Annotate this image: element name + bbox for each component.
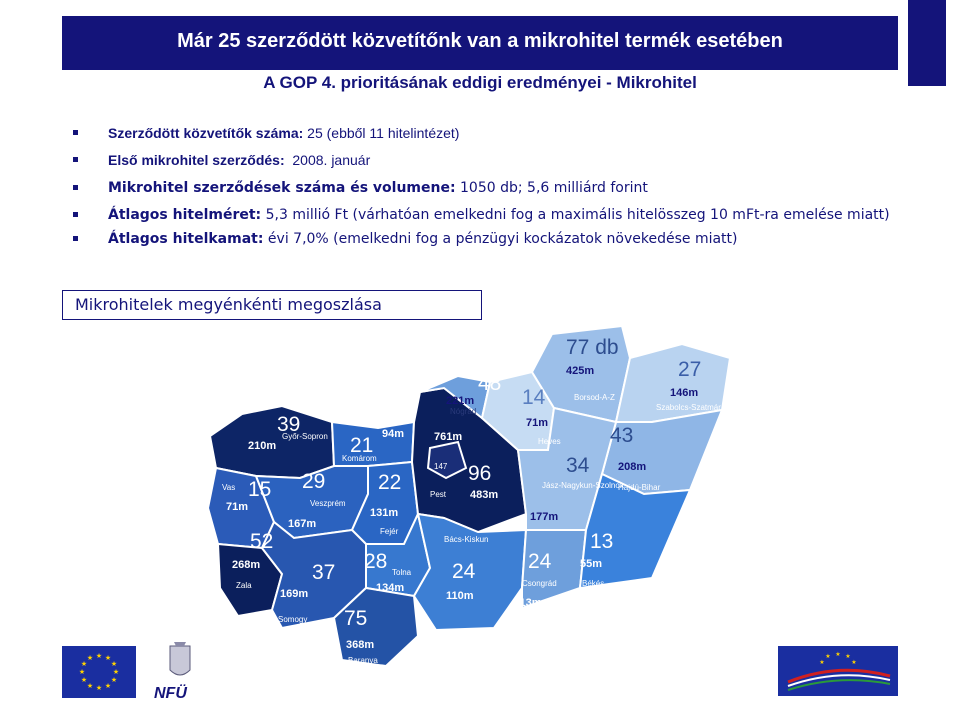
svg-text:★: ★: [110, 676, 118, 684]
county-amount: 71m: [526, 417, 549, 429]
bullet-item: [70, 230, 930, 249]
svg-text:★: ★: [95, 684, 103, 692]
county-amount: 113m: [514, 597, 542, 609]
county-name: Csongrád: [522, 579, 557, 588]
county-name: Somogy: [278, 615, 308, 624]
county-count: 29: [302, 470, 326, 493]
county-amount: 208m: [618, 461, 647, 473]
page-subtitle: A GOP 4. prioritásának eddigi eredményei - Mikrohitel: [263, 73, 697, 92]
bullet-text: évi 7,0% (emelkedni fog a pénzügyi kockázatok növekedése miatt): [263, 231, 738, 247]
bullet-text: 2008. január: [284, 152, 371, 168]
hungary-county-map: [182, 318, 756, 675]
nfu-logo-icon: [150, 640, 210, 706]
county-amount: 146m: [670, 387, 699, 399]
svg-text:★: ★: [80, 676, 88, 684]
county-count: 15: [248, 478, 272, 501]
county-count: 13: [590, 530, 614, 553]
county-amount: 71m: [226, 501, 249, 513]
county-amount: 167m: [288, 518, 317, 530]
county-count: 27: [678, 358, 702, 381]
county-count: 48: [478, 372, 502, 395]
svg-text:★: ★: [95, 652, 103, 660]
eu-flag-icon: [62, 646, 136, 698]
svg-text:★: ★: [78, 668, 86, 676]
bullet-label: Szerződött közvetítők száma:: [108, 125, 304, 141]
county-count: 24: [528, 550, 552, 573]
bullet-text: 1050 db; 5,6 milliárd forint: [455, 180, 648, 196]
county-name: Nógrád: [450, 407, 477, 416]
county-amount: 268m: [232, 559, 261, 571]
county-name: Vas: [222, 483, 236, 492]
county-amount: 134m: [376, 582, 405, 594]
bullet-label: Átlagos hitelkamat:: [108, 231, 264, 247]
county-name: Bács-Kiskun: [444, 535, 489, 544]
county-count: 22: [378, 471, 402, 494]
bullet-label: Mikrohitel szerződések száma és volumene:: [108, 180, 456, 196]
county-name: Zala: [236, 581, 252, 590]
county-amount: 55m: [580, 558, 603, 570]
bullet-label: Első mikrohitel szerződés:: [108, 152, 285, 168]
county-count: 147: [434, 462, 448, 471]
county-name: Heves: [538, 437, 561, 446]
page-title: Már 25 szerződött közvetítőnk van a mikrohitel termék esetében: [177, 30, 783, 52]
county-name: Hajdú-Bihar: [618, 483, 661, 492]
bullet-item: [70, 206, 930, 225]
bullet-item: [70, 151, 930, 171]
svg-text:★: ★: [86, 682, 94, 690]
title-banner: [62, 16, 898, 70]
county-count: 75: [344, 607, 368, 630]
county-count: 21: [350, 434, 374, 457]
county-amount: 131m: [370, 507, 399, 519]
county-name: Jász-Nagykun-Szolnok: [542, 481, 624, 490]
county-amount: 169m: [280, 588, 309, 600]
county-count: 14: [522, 386, 546, 409]
svg-text:★: ★: [835, 651, 841, 658]
county-amount: 761m: [434, 431, 463, 443]
county-count: 37: [312, 561, 336, 584]
county-count: 52: [250, 530, 274, 553]
county-name: Komárom: [342, 454, 377, 463]
county-count: 43: [610, 424, 634, 447]
county-name: Borsod-A-Z: [574, 393, 615, 402]
county-name: Fejér: [380, 527, 399, 536]
bullet-label: Átlagos hitelméret:: [108, 207, 262, 223]
county-name: Pest: [430, 490, 447, 499]
county-amount: 483m: [470, 489, 499, 501]
county-name: Szabolcs-Szatmár: [656, 403, 721, 412]
county-amount: 368m: [346, 639, 375, 651]
svg-text:★: ★: [112, 668, 120, 676]
county-name: Békés: [582, 579, 605, 588]
county-amount: 425m: [566, 365, 595, 377]
map-title: Mikrohitelek megyénkénti megoszlása: [62, 290, 482, 320]
county-count: 24: [452, 560, 476, 583]
county-amount: 110m: [446, 590, 474, 602]
county-count: 28: [364, 550, 388, 573]
svg-text:★: ★: [110, 660, 118, 668]
map-total: 77 db: [566, 336, 619, 359]
county-count: 39: [277, 413, 301, 436]
svg-text:★: ★: [851, 659, 857, 666]
bullet-text: 25 (ebből 11 hitelintézet): [303, 125, 460, 141]
bullet-text: 5,3 millió Ft (várhatóan emelkedni fog a maximális hitelösszeg 10 mFt-ra emelése miatt): [261, 207, 890, 223]
svg-text:★: ★: [845, 653, 851, 660]
county-amount: 177m: [530, 511, 559, 523]
svg-text:★: ★: [825, 653, 831, 660]
svg-text:★: ★: [86, 654, 94, 662]
county-count: 96: [468, 462, 492, 485]
svg-text:NFÜ: NFÜ: [154, 685, 187, 702]
county-amount: 94m: [382, 428, 405, 440]
bullet-item: [70, 179, 930, 198]
svg-text:★: ★: [819, 659, 825, 666]
county-amount: 210m: [248, 440, 277, 452]
svg-text:★: ★: [80, 660, 88, 668]
bullet-list: [70, 124, 930, 249]
svg-text:★: ★: [104, 654, 112, 662]
county-count: 34: [566, 454, 590, 477]
county-name: Tolna: [392, 568, 412, 577]
county-name: Veszprém: [310, 499, 346, 508]
bullet-item: [70, 124, 930, 144]
svg-text:★: ★: [104, 682, 112, 690]
county-amount: 221m: [446, 395, 475, 407]
county-name: Baranya: [348, 656, 378, 665]
county-name: Győr-Sopron: [282, 432, 328, 441]
uj-magyarorszag-logo-icon: [778, 646, 898, 696]
